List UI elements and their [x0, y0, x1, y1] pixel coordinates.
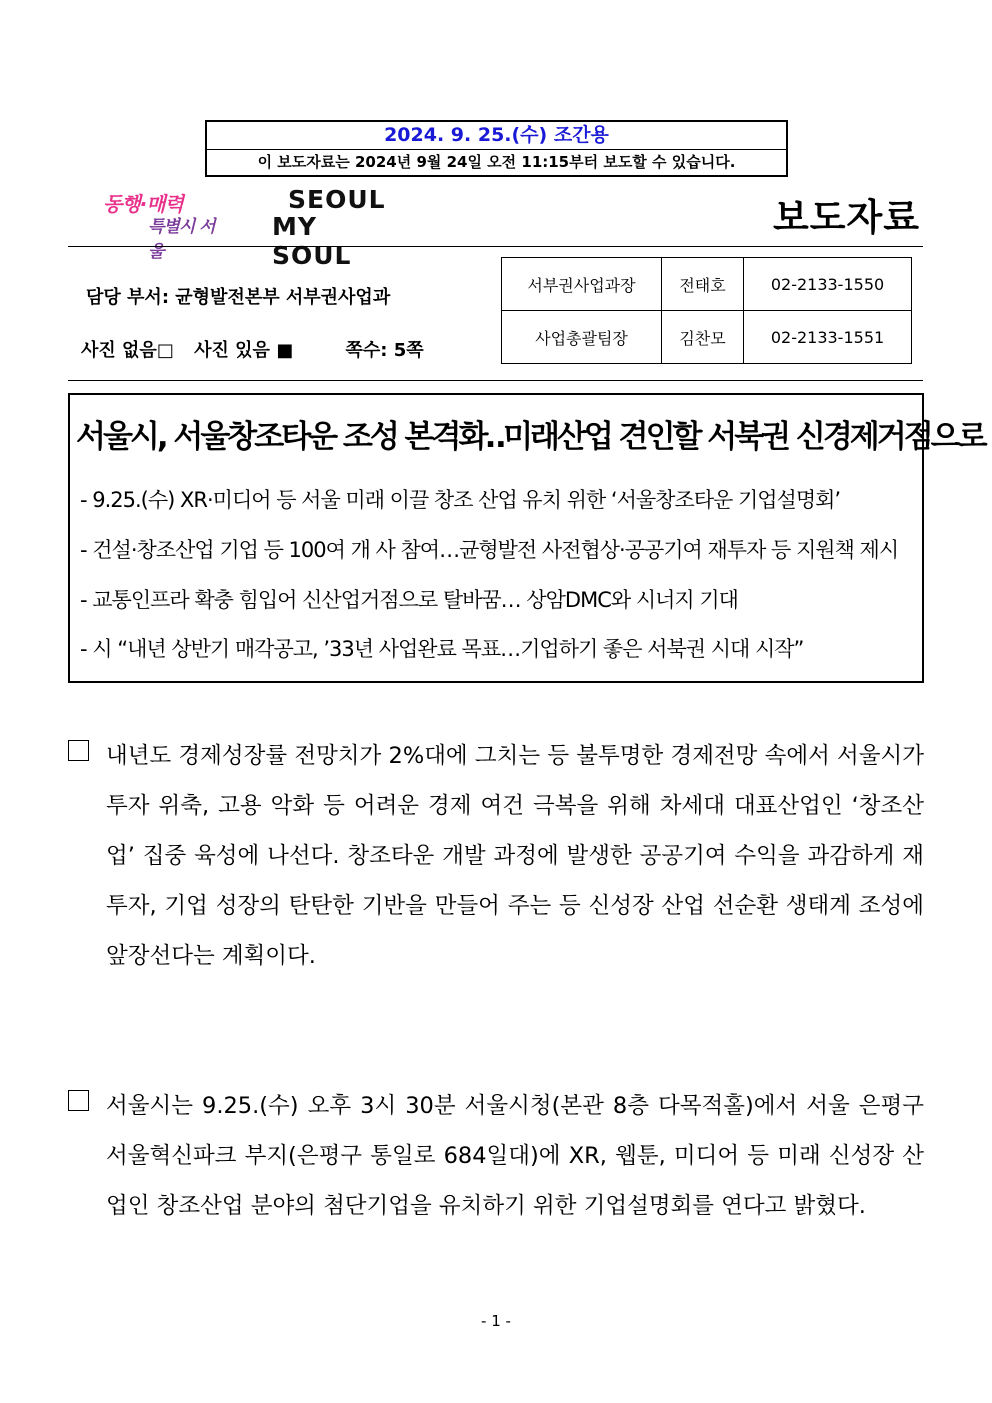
dongheng-logo-line1: 동행·매력: [103, 192, 183, 216]
photo-yes: 사진 있음 ■: [194, 340, 294, 361]
table-row: [502, 311, 912, 364]
bullet-box-icon: [68, 740, 89, 761]
paragraph-text: 내년도 경제성장률 전망치가 2%대에 그치는 등 불투명한 경제전망 속에서 서울시가 투자 위축, 고용 악화 등 어려운 경제 여건 극복을 위해 차세대 대표산업인 ‘창조산업’ 집중 육성에 나선다. 창조타운 개발 과정에 발생한 공공기여 수익을 과감하게 재투자, 기업 성장의 탄탄한 기반을 만들어 주는 등 신성장 산업 선순환 생태계 조성에 앞장선다는 계획이다.: [106, 743, 924, 969]
header-divider: [68, 246, 923, 247]
contact-phone: 02-2133-1550: [744, 258, 912, 311]
photo-info-line: [81, 336, 438, 362]
page-number: - 1 -: [481, 1312, 511, 1330]
contact-name: 김찬모: [662, 311, 744, 364]
page-count: 쪽수: 5쪽: [345, 340, 424, 361]
embargo-notice: 이 보도자료는 2024년 9월 24일 오전 11:15부터 보도할 수 있습니다.: [257, 153, 736, 171]
contacts-table: [501, 257, 912, 364]
headline-box: [68, 393, 985, 683]
headline: 서울시, 서울창조타운 조성 본격화‥미래산업 견인할 서북권 신경제거점으로: [76, 419, 985, 455]
seoul-my-soul-logo: [272, 185, 386, 270]
dongheng-logo: [103, 188, 218, 262]
document-type-title: 보도자료: [773, 196, 920, 239]
subheadline: - 9.25.(수) XR·미디어 등 서울 미래 이끌 창조 산업 유치 위한 ‘서울창조타운 기업설명회’: [80, 488, 841, 512]
dongheng-logo-line2: 특별시 서울: [148, 217, 215, 262]
seoul-logo-line1: SEOUL: [288, 185, 386, 214]
embargo-box: [205, 120, 788, 177]
contact-role: 서부권사업과장: [502, 258, 662, 311]
bullet-box-icon: [68, 1090, 89, 1111]
info-divider: [68, 380, 923, 381]
table-row: [502, 258, 912, 311]
department-line: 담당 부서: 균형발전본부 서부권사업과: [86, 287, 391, 308]
contact-role: 사업총괄팀장: [502, 311, 662, 364]
subheadline: - 시 “내년 상반기 매각공고, ’33년 사업완료 목표…기업하기 좋은 서북권 시대 시작”: [80, 637, 804, 661]
subheadline: - 건설·창조산업 기업 등 100여 개 사 참여…균형발전 사전협상·공공기여 재투자 등 지원책 제시: [80, 538, 899, 562]
release-date: 2024. 9. 25.(수) 조간용: [207, 122, 786, 150]
subheadline: - 교통인프라 확충 힘입어 신산업거점으로 탈바꿈… 상암DMC와 시너지 기대: [80, 588, 738, 612]
photo-none: 사진 없음□: [81, 340, 174, 361]
paragraph-text: 서울시는 9.25.(수) 오후 3시 30분 서울시청(본관 8층 다목적홀)에서 서울 은평구 서울혁신파크 부지(은평구 통일로 684일대)에 XR, 웹툰, 미디어 등 미래 신성장 산업인 창조산업 분야의 첨단기업을 유치하기 위한 기업설명회를 연다고 밝혔다.: [106, 1093, 924, 1219]
seoul-logo-line2: MY SOUL: [272, 212, 352, 270]
contact-phone: 02-2133-1551: [744, 311, 912, 364]
contact-name: 전태호: [662, 258, 744, 311]
